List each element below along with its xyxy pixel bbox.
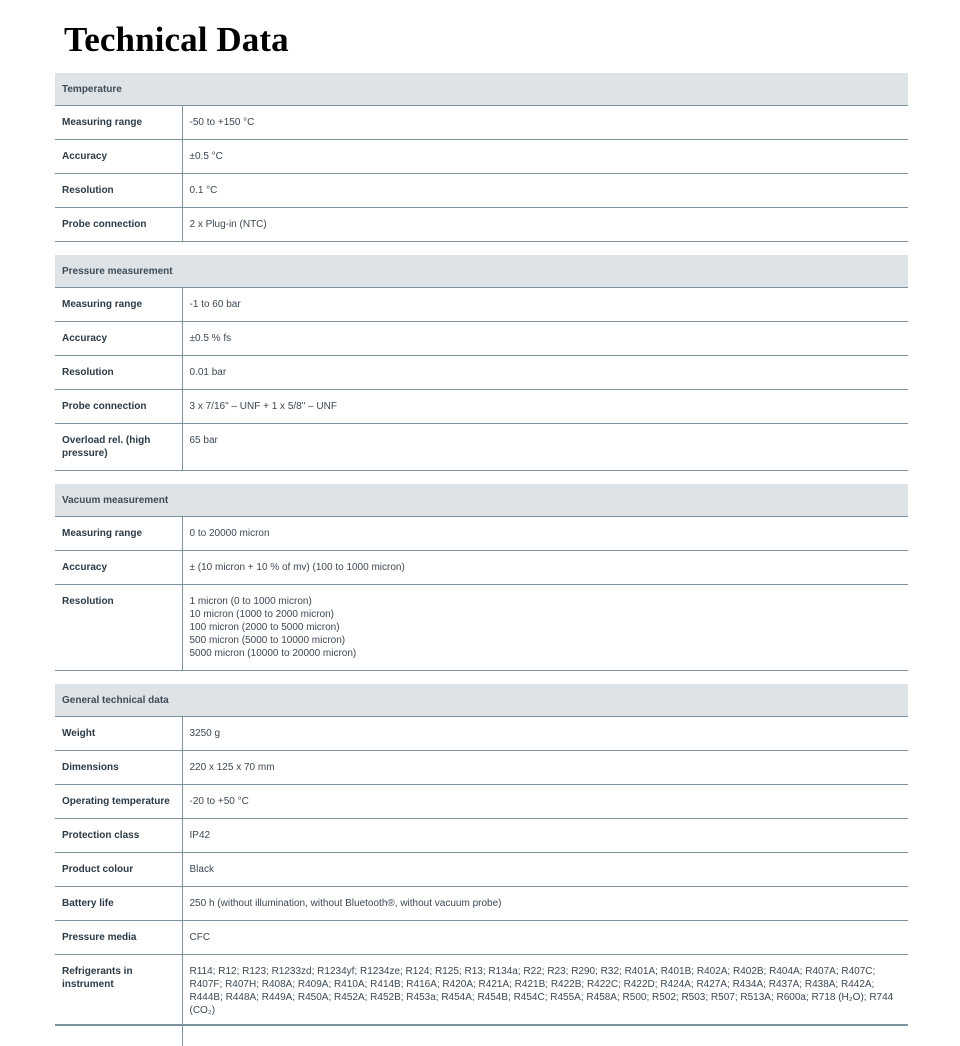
section-header-temperature: Temperature (55, 73, 908, 106)
table-row (55, 140, 908, 174)
row-value: 0.1 °C (182, 174, 908, 208)
table-row (55, 288, 908, 322)
table-row (55, 208, 908, 242)
row-value: -20 to +50 °C (182, 785, 908, 819)
row-value: -50 to +150 °C (182, 106, 908, 140)
row-label: Accuracy (55, 322, 182, 356)
table-row (55, 785, 908, 819)
row-label: Probe connection (55, 208, 182, 242)
row-label: Accuracy (55, 140, 182, 174)
value-line: 10 micron (1000 to 2000 micron) (189, 609, 335, 620)
table-row (55, 174, 908, 208)
value-line: 100 micron (2000 to 5000 micron) (189, 622, 340, 633)
spec-table-pressure (55, 255, 908, 471)
table-row (55, 887, 908, 921)
row-label: Probe connection (55, 390, 182, 424)
table-row (55, 356, 908, 390)
row-value: ±0.5 °C (182, 140, 908, 174)
row-label: Resolution (55, 356, 182, 390)
row-label: Battery life (55, 887, 182, 921)
row-label: Accuracy (55, 551, 182, 585)
spec-table-temperature (55, 73, 908, 242)
table-row (55, 751, 908, 785)
row-value-multiline (182, 585, 908, 671)
row-label: Product colour (55, 853, 182, 887)
row-value: Black (182, 853, 908, 887)
row-label: Resolution (55, 585, 182, 671)
row-label: Operating temperature (55, 785, 182, 819)
value-line: 500 micron (5000 to 10000 micron) (189, 635, 346, 646)
row-value: 250 h (without illumination, without Bluetooth®, without vacuum probe) (182, 887, 908, 921)
table-row (55, 717, 908, 751)
section-header-general: General technical data (55, 684, 908, 717)
table-row (55, 955, 908, 1025)
section-header-pressure: Pressure measurement (55, 255, 908, 288)
spec-table-vacuum (55, 484, 908, 671)
table-row (55, 106, 908, 140)
row-label: Pressure media (55, 921, 182, 955)
row-label: Resolution (55, 174, 182, 208)
table-row (55, 551, 908, 585)
row-value: CFC (182, 921, 908, 955)
row-label: Measuring range (55, 106, 182, 140)
row-value: -1 to 60 bar (182, 288, 908, 322)
table-row (55, 853, 908, 887)
row-label: Measuring range (55, 288, 182, 322)
value-line: 5000 micron (10000 to 20000 micron) (189, 648, 357, 659)
table-row (55, 819, 908, 853)
row-label: Measuring range (55, 517, 182, 551)
row-value: 65 bar (182, 424, 908, 471)
row-value: 2 x Plug-in (NTC) (182, 208, 908, 242)
row-label: Overload rel. (high pressure) (55, 424, 182, 471)
row-value: 0 to 20000 micron (182, 517, 908, 551)
table-row (55, 322, 908, 356)
table-row (55, 921, 908, 955)
row-label: Protection class (55, 819, 182, 853)
page-title: Technical Data (64, 20, 289, 59)
row-value: ± (10 micron + 10 % of mv) (100 to 1000 micron) (182, 551, 908, 585)
row-label: Refrigerants in instrument (55, 955, 182, 1025)
row-label: Dimensions (55, 751, 182, 785)
spec-table-general (55, 684, 908, 1025)
row-value: IP42 (182, 819, 908, 853)
value-line: 1 micron (0 to 1000 micron) (189, 596, 312, 607)
technical-data-sections (55, 73, 908, 1046)
row-value: ±0.5 % fs (182, 322, 908, 356)
section-header-vacuum: Vacuum measurement (55, 484, 908, 517)
table-row (55, 390, 908, 424)
row-label: Weight (55, 717, 182, 751)
table-row-cutoff (55, 1025, 908, 1046)
row-value: R114; R12; R123; R1233zd; R1234yf; R1234ze; R124; R125; R13; R134a; R22; R23; R290; R32; R401A; R401B; R402A; R402B; R404A; R407A; R407C; R407F; R407H; R408A; R409A; R410A; R414B; R416A; R420A; R421A; R421B; R422B; R422C; R422D; R424A; R427A; R434A; R437A; R438A; R442A; R444B; R448A; R449A; R450A; R452A; R452B; R453a; R454A; R454B; R454C; R455A; R458A; R500; R502; R503; R507; R513A; R600a; R718 (H₂O); R744 (CO₂) (182, 955, 908, 1025)
row-value: 220 x 125 x 70 mm (182, 751, 908, 785)
row-value: 3 x 7/16" – UNF + 1 x 5/8" – UNF (182, 390, 908, 424)
row-value: 0.01 bar (182, 356, 908, 390)
table-row (55, 424, 908, 471)
table-row (55, 585, 908, 671)
row-value: 3250 g (182, 717, 908, 751)
column-divider (182, 1026, 183, 1046)
table-row (55, 517, 908, 551)
